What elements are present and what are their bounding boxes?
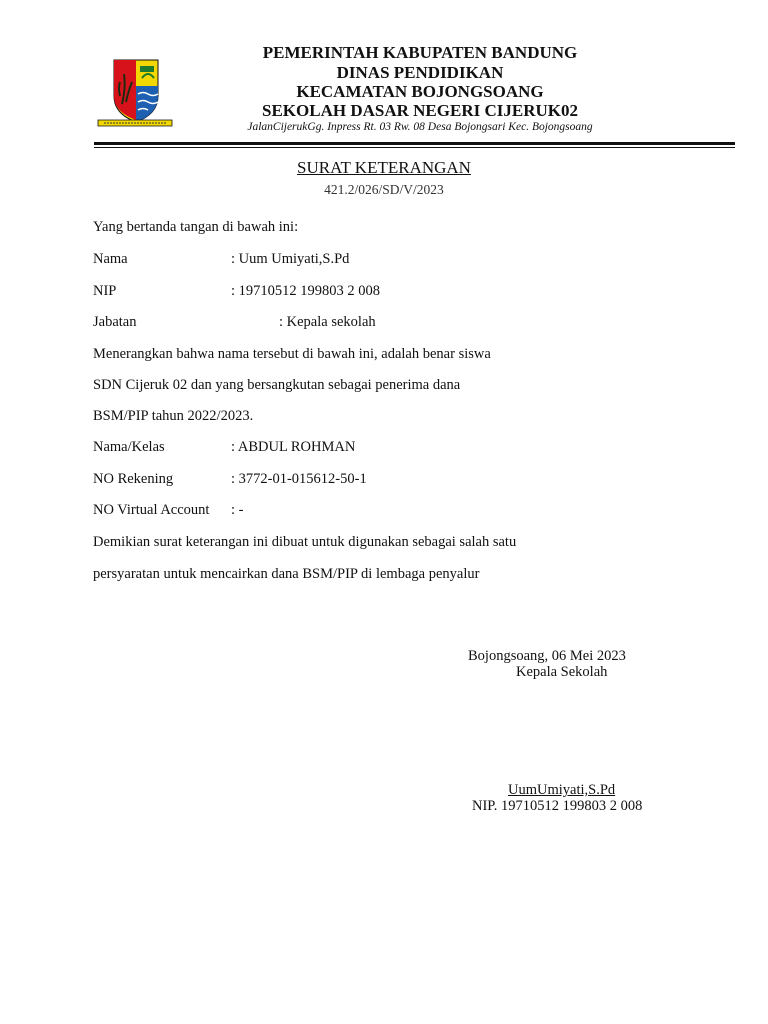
student-row [93, 471, 367, 488]
signature-name: UumUmiyati,S.Pd [508, 782, 616, 798]
signer-row [93, 314, 376, 331]
letterhead-government: PEMERINTAH KABUPATEN BANDUNG [262, 43, 578, 62]
letterhead-address: JalanCijerukGg. Inpress Rt. 03 Rw. 08 Desa Bojongsari Kec. Bojongsoang [247, 121, 593, 133]
field-label: NO Virtual Account [93, 502, 210, 518]
field-value: : Uum Umiyati,S.Pd [231, 251, 350, 267]
student-row [93, 439, 356, 456]
student-row [93, 502, 244, 519]
body-paragraph-line: BSM/PIP tahun 2022/2023. [93, 408, 254, 424]
letter-title: SURAT KETERANGAN [297, 158, 471, 177]
signer-row [93, 251, 350, 268]
letterhead-district: KECAMATAN BOJONGSOANG [296, 82, 544, 101]
field-value: : Kepala sekolah [279, 314, 376, 330]
field-value: : 3772-01-015612-50-1 [231, 471, 367, 487]
field-value: : - [231, 502, 244, 518]
field-label: NO Rekening [93, 471, 174, 487]
field-value: : ABDUL ROHMAN [231, 439, 356, 455]
letterhead-agency: DINAS PENDIDIKAN [336, 63, 504, 82]
field-label: Nama/Kelas [93, 439, 165, 455]
signer-row [93, 283, 381, 300]
body-paragraph-line: Menerangkan bahwa nama tersebut di bawah ini, adalah benar siswa [93, 346, 491, 362]
letterhead-divider-thin [94, 147, 735, 148]
signature-nip: NIP. 19710512 199803 2 008 [472, 798, 643, 814]
kabupaten-bandung-emblem-icon [96, 56, 174, 130]
signature-place-date: Bojongsoang, 06 Mei 2023 [468, 648, 626, 664]
body-paragraph-line: SDN Cijeruk 02 dan yang bersangkutan sebagai penerima dana [93, 377, 461, 393]
field-label: NIP [93, 283, 117, 299]
closing-paragraph-line: persyaratan untuk mencairkan dana BSM/PIP di lembaga penyalur [93, 566, 480, 582]
field-value: : 19710512 199803 2 008 [231, 283, 381, 299]
letterhead-school: SEKOLAH DASAR NEGERI CIJERUK02 [262, 101, 578, 120]
letter-intro: Yang bertanda tangan di bawah ini: [93, 219, 299, 235]
closing-paragraph-line: Demikian surat keterangan ini dibuat untuk digunakan sebagai salah satu [93, 534, 517, 550]
letterhead-divider [94, 142, 735, 145]
signature-position: Kepala Sekolah [516, 664, 608, 680]
letter-number: 421.2/026/SD/V/2023 [324, 182, 444, 197]
field-label: Nama [93, 251, 128, 267]
field-label: Jabatan [93, 314, 137, 330]
